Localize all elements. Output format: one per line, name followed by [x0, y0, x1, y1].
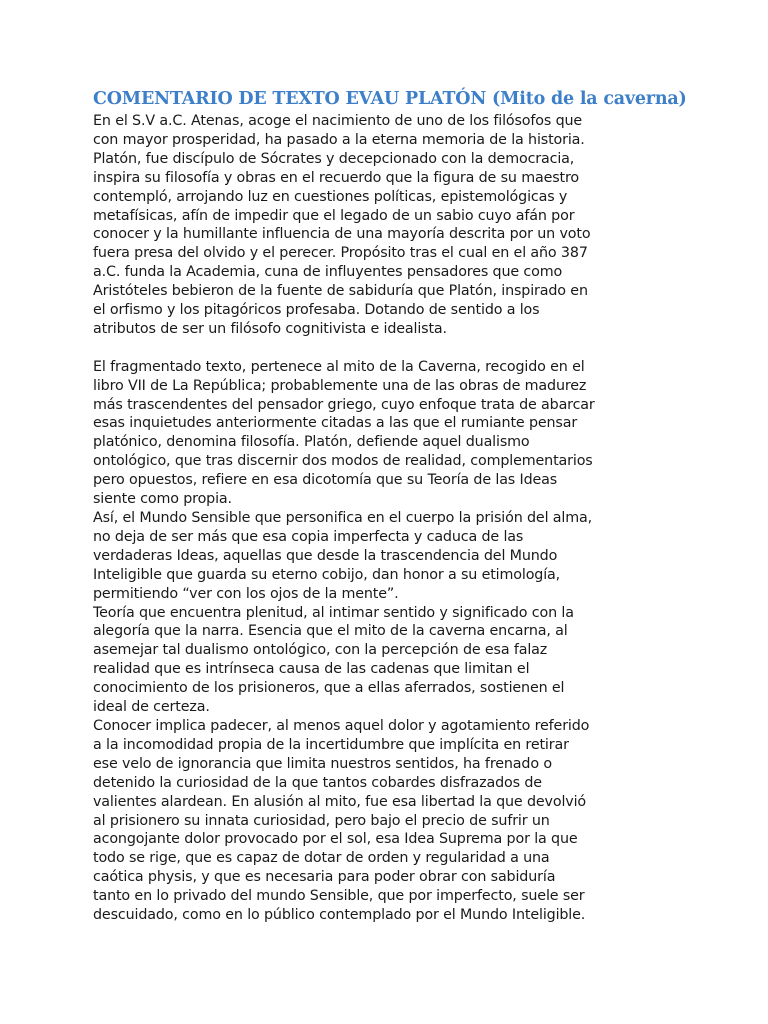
- paragraph: [93, 358, 703, 509]
- text-line: fuera presa del olvido y el perecer. Propósito tras el cual en el año 387: [93, 245, 588, 262]
- text-line: descuidado, como en lo público contemplado por el Mundo Inteligible.: [93, 907, 586, 924]
- text-line: atributos de ser un filósofo cognitivista e idealista.: [93, 320, 447, 337]
- text-line: el orfismo y los pitagóricos profesaba. Dotando de sentido a los: [93, 302, 540, 319]
- text-line: alegoría que la narra. Esencia que el mito de la caverna encarna, al: [93, 623, 568, 640]
- text-line: asemejar tal dualismo ontológico, con la percepción de esa falaz: [93, 642, 548, 659]
- text-line: Inteligible que guarda su eterno cobijo, dan honor a su etimología,: [93, 566, 561, 583]
- text-line: verdaderas Ideas, aquellas que desde la trascendencia del Mundo: [93, 547, 558, 564]
- text-line: libro VII de La República; probablemente una de las obras de madurez: [93, 377, 587, 394]
- text-line: En el S.V a.C. Atenas, acoge el nacimiento de uno de los filósofos que: [93, 113, 583, 129]
- text-line: tanto en lo privado del mundo Sensible, que por imperfecto, suele ser: [93, 888, 585, 905]
- paragraph: [93, 604, 703, 717]
- text-line: ideal de certeza.: [93, 699, 210, 716]
- text-line: más trascendentes del pensador griego, cuyo enfoque trata de abarcar: [93, 396, 595, 413]
- text-line: a la incomodidad propia de la incertidumbre que implícita en retirar: [93, 736, 569, 753]
- text-line: Aristóteles bebieron de la fuente de sabiduría que Platón, inspirado en: [93, 283, 588, 300]
- text-line: inspira su filosofía y obras en el recuerdo que la figura de su maestro: [93, 169, 579, 186]
- text-line: todo se rige, que es capaz de dotar de orden y regularidad a una: [93, 850, 550, 867]
- text-line: caótica physis, y que es necesaria para poder obrar con sabiduría: [93, 869, 556, 886]
- text-line: contempló, arrojando luz en cuestiones políticas, epistemológicas y: [93, 188, 568, 205]
- text-line: conocimiento de los prisioneros, que a ellas aferrados, sostienen el: [93, 680, 565, 697]
- paragraph-spacer: [93, 339, 703, 358]
- text-line: Teoría que encuentra plenitud, al intimar sentido y significado con la: [93, 604, 574, 621]
- text-line: siente como propia.: [93, 491, 232, 508]
- text-line: conocer y la humillante influencia de una mayoría descrita por un voto: [93, 226, 591, 243]
- text-line: Así, el Mundo Sensible que personifica en el cuerpo la prisión del alma,: [93, 510, 593, 527]
- text-line: valientes alardean. En alusión al mito, fue esa libertad la que devolvió: [93, 793, 586, 810]
- text-line: ontológico, que tras discernir dos modos de realidad, complementarios: [93, 453, 593, 470]
- document-page: [93, 88, 703, 925]
- paragraph: [93, 509, 703, 604]
- paragraph: [93, 717, 703, 925]
- text-line: pero opuestos, refiere en esa dicotomía que su Teoría de las Ideas: [93, 472, 558, 489]
- text-line: con mayor prosperidad, ha pasado a la eterna memoria de la historia.: [93, 131, 585, 148]
- text-line: detenido la curiosidad de la que tantos cobardes disfrazados de: [93, 774, 542, 791]
- text-line: a.C. funda la Academia, cuna de influyentes pensadores que como: [93, 264, 563, 281]
- text-line: al prisionero su innata curiosidad, pero bajo el precio de sufrir un: [93, 812, 550, 829]
- paragraph: [93, 112, 703, 339]
- document-body: [93, 112, 703, 925]
- text-line: El fragmentado texto, pertenece al mito de la Caverna, recogido en el: [93, 358, 585, 375]
- text-line: realidad que es intrínseca causa de las cadenas que limitan el: [93, 661, 530, 678]
- text-line: Platón, fue discípulo de Sócrates y decepcionado con la democracia,: [93, 150, 575, 167]
- text-line: metafísicas, afín de impedir que el legado de un sabio cuyo afán por: [93, 207, 575, 224]
- text-line: Conocer implica padecer, al menos aquel dolor y agotamiento referido: [93, 717, 590, 734]
- text-line: no deja de ser más que esa copia imperfecta y caduca de las: [93, 528, 524, 545]
- text-line: permitiendo “ver con los ojos de la mente”.: [93, 585, 399, 602]
- text-line: acongojante dolor provocado por el sol, esa Idea Suprema por la que: [93, 831, 578, 848]
- text-line: ese velo de ignorancia que limita nuestros sentidos, ha frenado o: [93, 755, 552, 772]
- document-title: COMENTARIO DE TEXTO EVAU PLATÓN (Mito de la caverna): [93, 89, 687, 109]
- text-line: platónico, denomina filosofía. Platón, defiende aquel dualismo: [93, 434, 530, 451]
- text-line: esas inquietudes anteriormente citadas a las que el rumiante pensar: [93, 415, 578, 432]
